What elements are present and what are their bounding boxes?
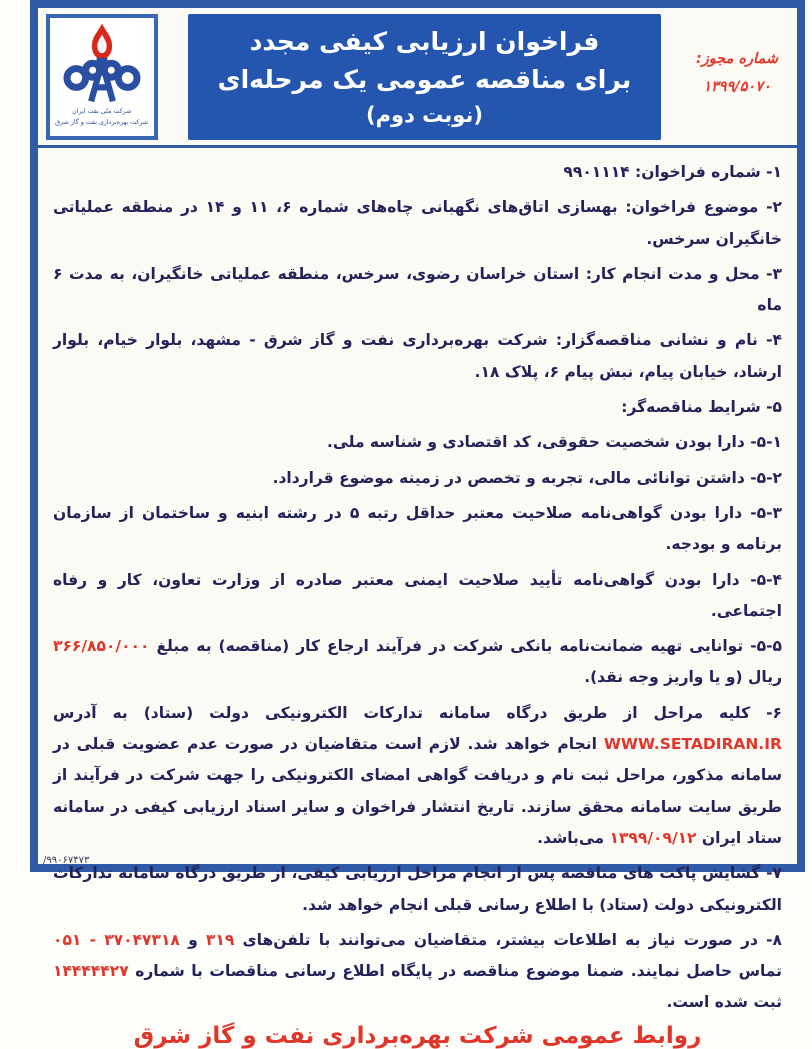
body-text-segment: انجام خواهد شد. لازم است متقاضیان در صورت عدم عضویت قبلی در سامانه مذکور، مراحل ثبت نام و دریافت گواهی امضای الکترونیکی را جهت شرکت در فرآیند از طریق سایت سامانه محقق سازند. تاریخ انتشار فراخوان و سایر اسناد ارزیابی کیفی در سامانه ستاد ایران xyxy=(53,735,782,847)
body-line xyxy=(53,192,782,255)
body-text-segment: ثبت شده است. xyxy=(666,993,782,1012)
body-text-segment: ۵-۱- دارا بودن شخصیت حقوقی، کد اقتصادی و شناسه ملی. xyxy=(327,433,782,452)
body-text-segment: ۴- نام و نشانی مناقصه‌گزار: شرکت بهره‌برداری نفت و گاز شرق - مشهد، بلوار خیام، بلوار ارشاد، خیابان پیام، نبش پیام ۶، پلاک ۱۸. xyxy=(53,331,782,381)
license-label: شماره مجوز: xyxy=(695,51,778,67)
announcement-body xyxy=(38,148,797,1019)
body-text-segment: ۱- شماره فراخوان: ۹۹۰۱۱۱۴ xyxy=(563,163,782,181)
body-text-segment: ۵-۲- داشتن توانائی مالی، تجربه و تخصص در زمینه موضوع قرارداد. xyxy=(272,468,782,487)
body-text-segment: ۷- گشایش پاکت های مناقصه پس از انجام مراحل ارزیابی کیفی، از طریق درگاه سامانه تدارکات الکترونیکی دولت (ستاد) با اطلاع رسانی قبلی انجام خواهد شد. xyxy=(53,864,782,914)
highlighted-value: ۱۴۴۴۴۴۲۷ xyxy=(53,962,129,981)
body-line xyxy=(53,858,782,921)
body-line xyxy=(53,392,782,423)
highlighted-value: WWW.SETADIRAN.IR xyxy=(603,735,782,754)
body-line xyxy=(53,565,782,628)
body-text-segment: ۵-۳- دارا بودن گواهی‌نامه صلاحیت معتبر حداقل رتبه ۵ در رشته ابنیه و ساختمان از سازمان برنامه و بودجه. xyxy=(53,503,782,554)
highlighted-value: ۳۱۹ xyxy=(205,930,235,949)
body-text-segment: می‌باشد. xyxy=(537,828,610,847)
title-banner xyxy=(188,14,661,140)
logo-caption-line1: شرکت ملی نفت ایران xyxy=(72,107,132,115)
body-line xyxy=(53,325,782,388)
body-text-segment: ۸- در صورت نیاز به اطلاعات بیشتر، متقاضیان می‌توانند با تلفن‌های xyxy=(234,930,782,949)
advertisement-header xyxy=(38,8,797,148)
body-text-segment: ریال (و یا واریز وجه نقد). xyxy=(584,668,782,687)
body-text-segment: ۵-۴- دارا بودن گواهی‌نامه تأیید صلاحیت ایمنی معتبر صادره از وزارت تعاون، کار و رفاه اجتماعی. xyxy=(53,570,782,620)
title-line-2: برای مناقصه عمومی یک مرحله‌ای xyxy=(217,65,632,94)
body-line xyxy=(53,498,782,561)
title-line-1: فراخوان ارزیابی کیفی مجدد xyxy=(249,27,600,56)
body-line xyxy=(53,427,782,458)
nioc-oil-company-emblem-icon xyxy=(63,22,141,106)
highlighted-value: ۳۷۰۴۷۳۱۸ - ۰۵۱ xyxy=(53,930,180,949)
title-line-3: (نوبت دوم) xyxy=(366,103,483,127)
company-logo xyxy=(46,14,158,140)
body-text-segment: ۶- کلیه مراحل از طریق درگاه سامانه تدارکات الکترونیکی دولت (ستاد) به آدرس xyxy=(53,703,782,722)
license-number-block xyxy=(685,14,789,145)
body-text-segment: ۲- موضوع فراخوان: بهسازی اتاق‌های نگهبانی چاه‌های شماره ۶، ۱۱ و ۱۴ در منطقه عملیاتی خانگیران سرخس. xyxy=(53,198,782,248)
body-line xyxy=(53,698,782,854)
body-text-segment: تماس حاصل نمایند. ضمنا موضوع مناقصه در پایگاه اطلاع رسانی مناقصات با شماره xyxy=(128,962,782,981)
body-line xyxy=(53,157,782,188)
body-text-segment: ۵-۵- توانایی تهیه ضمانت‌نامه بانکی شرکت در فرآیند ارجاع کار (مناقصه) به مبلغ xyxy=(149,637,782,656)
ad-tracking-number: /۹۹۰۶۷۴۷۳ xyxy=(43,855,90,866)
body-text-segment: ۵- شرایط مناقصه‌گر: xyxy=(621,398,782,417)
body-line xyxy=(53,631,782,694)
license-number: ۱۳۹۹/۵۰۷۰ xyxy=(703,78,771,95)
body-text-segment: و xyxy=(179,930,206,949)
logo-caption-line2: شرکت بهره‌برداری نفت و گاز شرق xyxy=(55,118,149,126)
tender-advertisement xyxy=(30,0,805,1049)
body-text-segment: ۳- محل و مدت انجام کار: استان خراسان رضوی، سرخس، منطقه عملیاتی خانگیران، به مدت ۶ ماه xyxy=(53,264,782,315)
public-relations-footer: روابط عمومی شرکت بهره‌برداری نفت و گاز شرق xyxy=(133,1022,702,1049)
highlighted-value: ۱۳۹۹/۰۹/۱۲ xyxy=(609,828,697,847)
body-line xyxy=(53,463,782,494)
highlighted-value: ۳۶۶/۸۵۰/۰۰۰ xyxy=(53,637,150,656)
body-line xyxy=(53,259,782,322)
